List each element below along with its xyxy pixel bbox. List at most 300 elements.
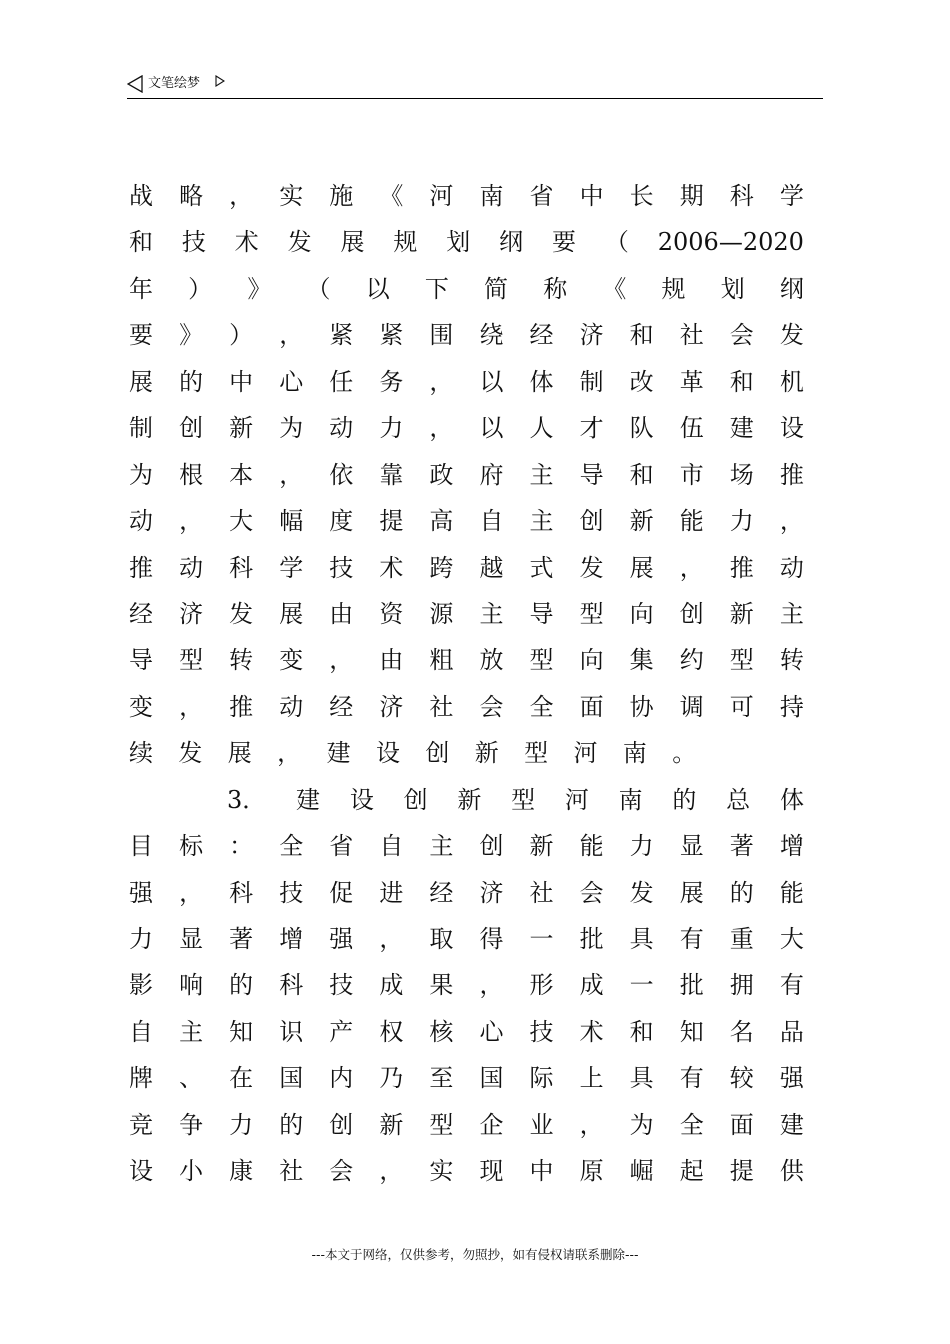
text-char: 自 [129, 1017, 153, 1046]
text-char: 心 [479, 1017, 504, 1046]
text-char: 供 [779, 1157, 804, 1186]
text-char: 取 [429, 925, 454, 953]
text-char: 能 [779, 878, 804, 907]
text-char: 动 [129, 507, 153, 536]
right-triangle-icon [215, 75, 225, 87]
text-char: 社 [429, 692, 454, 721]
text-char: 高 [429, 507, 454, 536]
text-char: 发 [229, 599, 254, 628]
text-char: 战 [129, 182, 153, 210]
text-char: 设 [375, 739, 400, 768]
text-char: 一 [629, 971, 654, 1000]
text-char: 型 [511, 785, 536, 814]
text-char: 和 [129, 228, 153, 257]
text-char: 显 [679, 832, 704, 861]
text-line [129, 498, 804, 544]
text-char: 有 [679, 1064, 704, 1093]
text-char: 力 [379, 414, 404, 443]
text-char: 济 [379, 692, 404, 721]
text-char: 自 [479, 507, 504, 536]
text-char: 型 [179, 646, 204, 675]
text-char: 提 [379, 507, 404, 536]
text-line [129, 359, 804, 405]
text-char: ， [479, 971, 504, 1000]
text-line [129, 916, 804, 962]
text-char: 能 [679, 507, 704, 536]
text-char: 会 [479, 692, 504, 721]
text-char: 主 [529, 460, 554, 489]
text-char: 核 [429, 1017, 454, 1046]
text-char: 创 [425, 739, 450, 768]
text-char: ： [229, 832, 254, 861]
text-char: 著 [729, 832, 754, 861]
text-char: 具 [629, 925, 654, 953]
header-title: 文笔绘梦 [148, 76, 201, 91]
text-char: 成 [379, 971, 404, 1000]
text-char: 康 [229, 1157, 254, 1186]
text-char: 新 [229, 414, 254, 443]
text-char: 国 [479, 1064, 504, 1093]
text-char: 会 [729, 321, 754, 350]
text-char: 务 [379, 367, 404, 396]
text-char: 导 [129, 646, 153, 675]
text-char: 批 [679, 971, 704, 1000]
text-line [129, 591, 804, 637]
text-char: 名 [729, 1017, 754, 1046]
text-char: 变 [279, 646, 304, 675]
text-char: 发 [629, 878, 654, 907]
text-char: 源 [429, 599, 454, 628]
footer-disclaimer: ---本文于网络，仅供参考，勿照抄，如有侵权请联系删除--- [311, 1247, 639, 1262]
text-char: 集 [629, 646, 654, 675]
text-char: 中 [529, 1157, 554, 1186]
text-char: ， [579, 1110, 604, 1139]
text-char: 以 [365, 274, 390, 303]
text-line [129, 219, 804, 265]
text-char: 产 [329, 1017, 354, 1046]
text-char: ） [229, 321, 254, 350]
text-char: 新 [629, 507, 654, 536]
text-char: 科 [279, 971, 304, 1000]
text-line [129, 266, 804, 312]
text-char: 展 [227, 739, 252, 768]
text-char: 增 [779, 832, 804, 861]
text-char: 以 [479, 367, 504, 396]
text-char: 上 [579, 1064, 604, 1093]
text-char: 动 [279, 692, 304, 721]
text-char: 政 [429, 460, 454, 489]
text-char: 知 [679, 1017, 704, 1046]
text-char: 靠 [379, 460, 404, 489]
text-char: 紧 [329, 321, 354, 350]
text-line [129, 1148, 804, 1194]
text-char: 进 [379, 878, 404, 907]
text-char: ， [429, 367, 454, 396]
text-char: 崛 [629, 1157, 654, 1186]
text-char: 发 [779, 321, 804, 350]
text-char: 中 [579, 182, 604, 210]
text-char: 向 [629, 599, 654, 628]
text-char: 和 [629, 1017, 654, 1046]
text-char: 力 [129, 925, 153, 953]
text-char: 展 [679, 878, 704, 907]
text-line [129, 637, 804, 683]
text-char: 围 [429, 321, 454, 350]
text-char: 大 [779, 925, 804, 953]
text-char: 知 [229, 1017, 254, 1046]
text-char: ， [779, 507, 804, 536]
text-char: 设 [349, 785, 374, 814]
text-char: 在 [229, 1064, 254, 1093]
text-char: 成 [579, 971, 604, 1000]
text-char: 施 [329, 182, 354, 210]
text-char: 要 [129, 321, 153, 350]
text-char: 重 [729, 925, 754, 953]
text-char: 全 [279, 832, 304, 861]
text-char: 发 [287, 228, 312, 257]
text-char: 牌 [129, 1064, 153, 1093]
text-char: 2006—2020 [657, 228, 804, 257]
text-char: 根 [179, 460, 204, 489]
text-char: 主 [479, 599, 504, 628]
text-char: 续 [129, 739, 153, 768]
text-char: 著 [229, 925, 254, 953]
text-char: 科 [229, 553, 254, 582]
text-char: ， [179, 878, 204, 907]
text-char: 《 [602, 274, 627, 303]
text-char: 技 [329, 553, 354, 582]
text-char: 技 [529, 1017, 554, 1046]
text-char: 际 [529, 1064, 554, 1093]
text-char: 新 [529, 832, 554, 861]
text-char: 较 [729, 1064, 754, 1093]
text-char: 年 [129, 274, 153, 303]
text-line [129, 870, 804, 916]
text-line [129, 777, 804, 823]
text-char: 伍 [679, 414, 704, 443]
text-char: 体 [529, 367, 554, 396]
text-char: 的 [229, 971, 254, 1000]
text-line [129, 173, 804, 219]
text-char: 制 [129, 414, 153, 443]
text-char: 约 [679, 646, 704, 675]
text-char: 创 [329, 1110, 354, 1139]
text-char: 新 [379, 1110, 404, 1139]
text-char: 增 [279, 925, 304, 953]
text-char: 会 [329, 1157, 354, 1186]
text-char: 府 [479, 460, 504, 489]
text-char: 河 [573, 739, 598, 768]
text-char: 河 [429, 182, 454, 210]
text-char: 动 [329, 414, 354, 443]
text-char: 竞 [129, 1110, 153, 1139]
text-char: 要 [552, 228, 576, 257]
text-char: 南 [479, 182, 504, 210]
text-char: 划 [446, 228, 471, 257]
text-char: 人 [529, 414, 554, 443]
text-char: 实 [279, 182, 304, 210]
text-char: 形 [529, 971, 554, 1000]
text-char: 长 [629, 182, 654, 210]
text-char: 。 [672, 739, 697, 768]
text-char: 创 [179, 414, 204, 443]
text-char: 式 [529, 553, 554, 582]
text-char: 建 [729, 414, 754, 443]
text-char: 有 [779, 971, 804, 1000]
text-char: 动 [779, 553, 804, 582]
text-char: 体 [779, 785, 804, 814]
text-char: 和 [629, 321, 654, 350]
text-char: 设 [129, 1157, 153, 1186]
text-char: 导 [529, 599, 554, 628]
text-char: 的 [672, 785, 697, 814]
text-char: 全 [529, 692, 554, 721]
text-char: 技 [181, 228, 206, 257]
text-char: 动 [179, 553, 204, 582]
text-char: 现 [479, 1157, 504, 1186]
text-char: 划 [720, 274, 745, 303]
text-char: 型 [429, 1110, 454, 1139]
text-char: 队 [629, 414, 654, 443]
text-char: 、 [179, 1064, 204, 1093]
text-char: 强 [329, 925, 354, 953]
text-char: 面 [579, 692, 604, 721]
left-triangle-icon [127, 75, 143, 93]
text-char: ， [229, 182, 254, 210]
text-char: 下 [424, 274, 449, 303]
text-char: 社 [529, 878, 554, 907]
text-char: ， [379, 1157, 404, 1186]
text-char: 南 [622, 739, 647, 768]
text-char: 转 [779, 646, 804, 675]
text-char: 度 [329, 507, 354, 536]
text-char: 推 [779, 460, 804, 489]
text-char: 能 [579, 832, 604, 861]
text-char: 创 [479, 832, 504, 861]
text-char: 变 [129, 692, 153, 721]
text-char: ， [679, 553, 704, 582]
text-char: 面 [729, 1110, 754, 1139]
text-char: 全 [679, 1110, 704, 1139]
text-char: 》 [247, 274, 272, 303]
text-char: 规 [393, 228, 418, 257]
text-char: 称 [543, 274, 568, 303]
text-char: 原 [579, 1157, 604, 1186]
text-char: 强 [129, 878, 153, 907]
text-char: 以 [479, 414, 504, 443]
text-char: 建 [326, 739, 351, 768]
text-char: 标 [179, 832, 204, 861]
text-char: 机 [779, 367, 804, 396]
text-char: ， [179, 692, 204, 721]
text-char: 拥 [729, 971, 754, 1000]
text-char: 具 [629, 1064, 654, 1093]
text-char: ， [277, 739, 302, 768]
text-char: 主 [179, 1017, 204, 1046]
text-char: ， [329, 646, 354, 675]
text-char: 由 [329, 599, 354, 628]
text-char: 的 [179, 367, 204, 396]
text-char: 创 [679, 599, 704, 628]
text-char: 河 [564, 785, 589, 814]
text-char: 紧 [379, 321, 404, 350]
text-char: 起 [679, 1157, 704, 1186]
text-char: ， [179, 507, 204, 536]
text-char: 力 [629, 832, 654, 861]
page-header [127, 74, 823, 99]
text-char: 期 [679, 182, 704, 210]
text-char: 设 [779, 414, 804, 443]
text-char: 济 [479, 878, 504, 907]
text-char: 内 [329, 1064, 354, 1093]
text-char: 展 [279, 599, 304, 628]
text-char: 显 [179, 925, 204, 953]
text-char: 可 [729, 692, 754, 721]
text-line [129, 452, 804, 498]
text-char: 向 [579, 646, 604, 675]
text-char: 型 [579, 599, 604, 628]
text-char: 力 [229, 1110, 254, 1139]
text-char: （ [306, 274, 331, 303]
text-char: ， [279, 460, 304, 489]
text-char: 力 [729, 507, 754, 536]
text-char: 一 [529, 925, 554, 953]
text-char: 技 [279, 878, 304, 907]
text-char: 型 [529, 646, 554, 675]
text-char: 简 [484, 274, 509, 303]
text-char: 新 [729, 599, 754, 628]
text-char: 革 [679, 367, 704, 396]
text-char: 总 [726, 785, 751, 814]
text-char: 主 [529, 507, 554, 536]
text-char: （ [604, 228, 629, 257]
text-char: 新 [457, 785, 482, 814]
text-char: 经 [429, 878, 454, 907]
text-char: 略 [179, 182, 204, 210]
text-char: 为 [129, 460, 153, 489]
text-char: 纲 [499, 228, 524, 257]
text-char: 的 [279, 1110, 304, 1139]
text-char: 改 [629, 367, 654, 396]
text-char: ， [379, 925, 404, 953]
text-char: ） [188, 274, 213, 303]
text-char: 场 [729, 460, 754, 489]
text-char: 术 [234, 228, 259, 257]
text-char: 建 [779, 1110, 804, 1139]
text-char: 至 [429, 1064, 454, 1093]
text-char: 规 [661, 274, 686, 303]
text-char: 》 [179, 321, 204, 350]
text-char: 绕 [479, 321, 504, 350]
text-char: 跨 [429, 553, 454, 582]
document-body [129, 173, 804, 1195]
text-char: 粗 [429, 646, 454, 675]
text-char: 心 [279, 367, 304, 396]
text-char: 社 [679, 321, 704, 350]
text-char: 企 [479, 1110, 504, 1139]
text-char: 争 [179, 1110, 204, 1139]
text-char: 推 [729, 553, 754, 582]
text-char: 响 [179, 971, 204, 1000]
text-char: 越 [479, 553, 504, 582]
text-char: 创 [403, 785, 428, 814]
text-char: 为 [629, 1110, 654, 1139]
text-char: 的 [729, 878, 754, 907]
text-char: 济 [579, 321, 604, 350]
text-char: 国 [279, 1064, 304, 1093]
text-char: 发 [579, 553, 604, 582]
text-char: 推 [229, 692, 254, 721]
text-char: 展 [340, 228, 365, 257]
text-char: 经 [529, 321, 554, 350]
text-line [129, 545, 804, 591]
text-char: 市 [679, 460, 704, 489]
text-char: 新 [474, 739, 499, 768]
text-char: 主 [429, 832, 454, 861]
text-char: 型 [524, 739, 549, 768]
text-char: 才 [579, 414, 604, 443]
text-char: 主 [779, 599, 804, 628]
text-char: 学 [779, 182, 804, 210]
text-char: 纲 [779, 274, 804, 303]
text-char: 影 [129, 971, 153, 1000]
text-line [129, 312, 804, 358]
text-line [129, 962, 804, 1008]
text-char: 创 [579, 507, 604, 536]
text-char: 《 [379, 182, 404, 210]
text-char: 术 [579, 1017, 604, 1046]
text-char: 经 [329, 692, 354, 721]
text-char: 型 [729, 646, 754, 675]
text-char: 济 [179, 599, 204, 628]
text-char: 品 [779, 1017, 804, 1046]
text-line [129, 730, 804, 776]
text-char: 展 [129, 367, 153, 396]
text-char: 协 [629, 692, 654, 721]
text-char: 乃 [379, 1064, 404, 1093]
text-char: 发 [178, 739, 203, 768]
text-char: 识 [279, 1017, 304, 1046]
text-char: 得 [479, 925, 504, 953]
text-char: 实 [429, 1157, 454, 1186]
text-char: 学 [279, 553, 304, 582]
text-char: 和 [629, 460, 654, 489]
text-char: 科 [229, 878, 254, 907]
text-char: 技 [329, 971, 354, 1000]
text-char: 促 [329, 878, 354, 907]
text-char: 导 [579, 460, 604, 489]
text-char: 3． [227, 785, 267, 814]
text-line [129, 684, 804, 730]
text-char: 转 [229, 646, 254, 675]
text-line [129, 1102, 804, 1148]
text-char: ， [429, 414, 454, 443]
text-char: 有 [679, 925, 704, 953]
text-char: 放 [479, 646, 504, 675]
text-char: 和 [729, 367, 754, 396]
text-char: 持 [779, 692, 804, 721]
text-char: 中 [229, 367, 254, 396]
text-char: 展 [629, 553, 654, 582]
text-char: 省 [329, 832, 354, 861]
text-char: 自 [379, 832, 404, 861]
text-char: 为 [279, 414, 304, 443]
text-char: 强 [779, 1064, 804, 1093]
text-char: 目 [129, 832, 153, 861]
text-char: 果 [429, 971, 454, 1000]
text-char: 制 [579, 367, 604, 396]
text-char: 省 [529, 182, 554, 210]
